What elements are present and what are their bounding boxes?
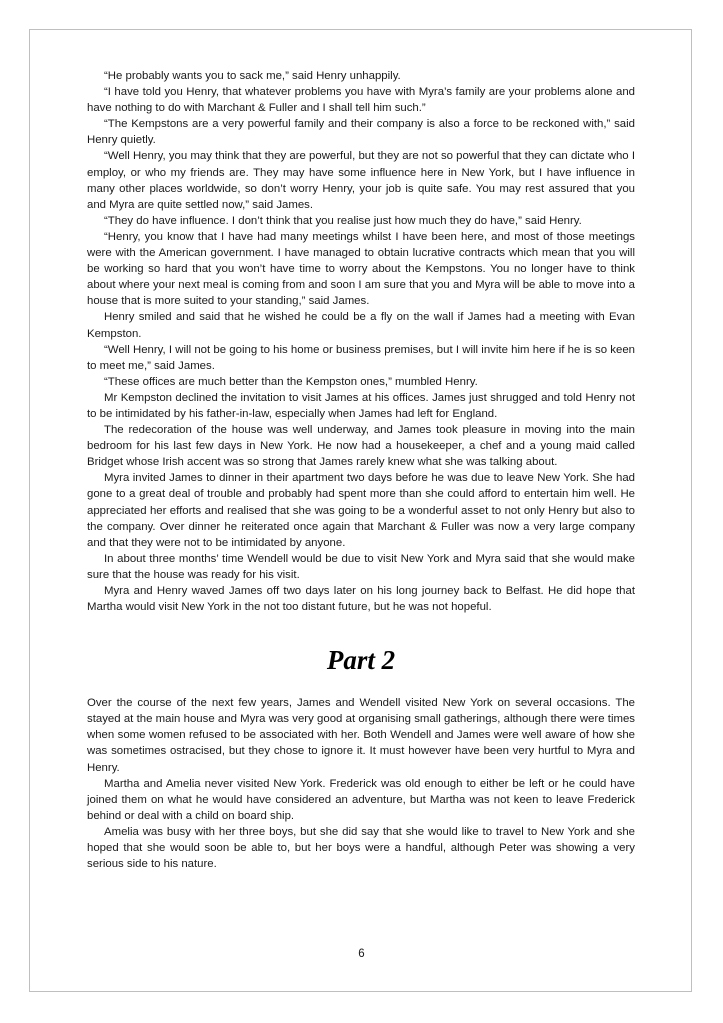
paragraph: “Henry, you know that I have had many meetings whilst I have been here, and most of those meetings were with the American government. I have managed to obtain lucrative contracts which mean that you will be working so hard that you won’t have time to worry about the Kempstons. You no longer have to think about where your next meal is coming from and soon I am sure that you and Myra will be able to move into a house that is more suited to your standing,” said James. [87,230,635,308]
document-body [87,68,635,872]
paragraph: Henry smiled and said that he wished he could be a fly on the wall if James had a meeting with Evan Kempston. [87,311,635,340]
part-heading: Part 2 [326,645,396,676]
paragraph: Martha and Amelia never visited New York. Frederick was old enough to either be left or he could have joined them on what he would have considered an adventure, but Martha was not keen to leave Frederick behind or deal with a child on board ship. [87,777,635,822]
paragraph: Mr Kempston declined the invitation to visit James at his offices. James just shrugged and told Henry not to be intimidated by his father-in-law, especially when James had left for England. [87,391,635,420]
paragraph: “He probably wants you to sack me,” said Henry unhappily. [104,70,401,82]
paragraph: “The Kempstons are a very powerful family and their company is also a force to be reckoned with,” said Henry quietly. [87,118,635,147]
paragraph: “These offices are much better than the Kempston ones,” mumbled Henry. [104,375,478,388]
paragraph: “They do have influence. I don’t think that you realise just how much they do have,” said Henry. [104,214,582,227]
paragraph: “Well Henry, I will not be going to his home or business premises, but I will invite him here if he is so keen to meet me,” said James. [87,343,635,372]
paragraph: Amelia was busy with her three boys, but she did say that she would like to travel to New York and she hoped that she would soon be able to, but her boys were a handful, although Peter was showing a very serious side to his nature. [87,825,635,871]
paragraph: The redecoration of the house was well underway, and James took pleasure in moving into the main bedroom for his last few days in New York. He now had a housekeeper, a chef and a young maid called Bridget whose Irish accent was so strong that James rarely knew what she was talking about. [87,424,635,469]
paragraph: Myra invited James to dinner in their apartment two days before he was due to leave New York. She had gone to a great deal of trouble and probably had spent more than she could afford to entertain him well. He appreciated her efforts and realised that she was going to be a wonderful asset to not only Henry but also to the company. Over dinner he reiterated once again that Marchant & Fuller was now a very large company and that they were not to be intimidated by anyone. [87,472,635,549]
paragraph: “I have told you Henry, that whatever problems you have with Myra’s family are your problems alone and have nothing to do with Marchant & Fuller and I shall tell him such.” [87,86,635,115]
paragraph: Over the course of the next few years, James and Wendell visited New York on several occasions. The stayed at the main house and Myra was very good at organising small gatherings, although there were times when some women refused to be associated with her. Both Wendell and James were well aware of how she was sometimes ostracised, but they chose to ignore it. It must however have been very hurtful to Myra and Henry. [87,697,635,774]
paragraph: “Well Henry, you may think that they are powerful, but they are not so powerful that they can dictate who I employ, or who my friends are. They may have some influence here in New York, but I have influence in many other places worldwide, so don’t worry Henry, your job is quite safe. You may rest assured that you and Myra are quite settled now,” said James. [87,150,635,211]
paragraph: In about three months’ time Wendell would be due to visit New York and Myra said that she would make sure that the house was ready for his visit. [87,552,635,581]
paragraph: Myra and Henry waved James off two days later on his long journey back to Belfast. He did hope that Martha would visit New York in the not too distant future, but he was not hopeful. [87,585,635,614]
page-number: 6 [358,948,365,960]
